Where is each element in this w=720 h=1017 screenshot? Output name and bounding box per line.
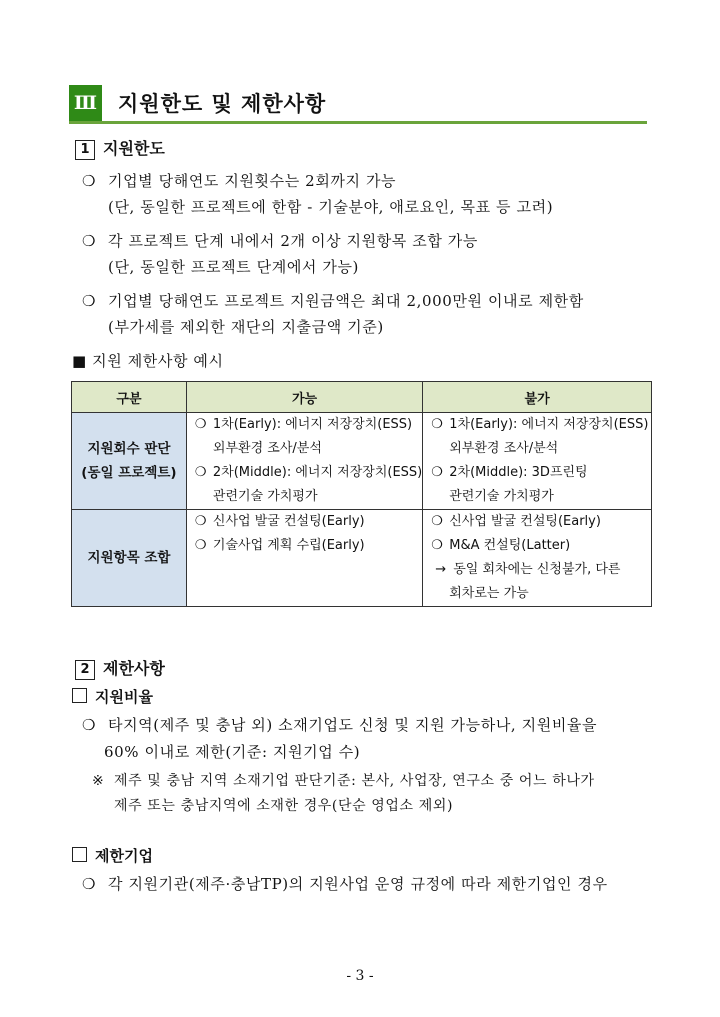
cell-item <box>187 534 422 558</box>
circle-bullet-icon: ❍ <box>82 716 97 734</box>
page-title: 지원한도 및 제한사항 <box>118 92 327 116</box>
cell-text: 외부환경 조사/분석 <box>449 441 559 456</box>
cell-text: 관련기술 가치평가 <box>449 489 554 504</box>
circle-bullet-icon: ❍ <box>194 538 207 553</box>
note-mark-icon: ※ <box>92 773 105 789</box>
circle-bullet-icon: ❍ <box>82 875 97 893</box>
circle-bullet-icon: ❍ <box>82 172 97 190</box>
table-header-row <box>72 382 652 413</box>
impossible-cell <box>423 510 652 607</box>
restricted-heading <box>72 845 153 866</box>
bullet-item <box>82 714 597 735</box>
circle-bullet-icon: ❍ <box>431 417 443 432</box>
circle-bullet-icon: ❍ <box>82 232 97 250</box>
ratio-title: 지원비율 <box>95 688 153 706</box>
bullet-text: 각 프로젝트 단계 내에서 2개 이상 지원항목 조합 가능 <box>108 232 478 250</box>
cell-text: 관련기술 가치평가 <box>212 489 318 504</box>
possible-cell <box>186 413 422 510</box>
section1-title: 지원한도 <box>103 139 165 158</box>
cell-text: 외부환경 조사/분석 <box>212 441 322 456</box>
bullet-item <box>82 873 608 894</box>
arrow-right-icon: → <box>435 562 447 577</box>
row-label <box>72 510 187 607</box>
col-header-possible: 가능 <box>186 382 422 413</box>
circle-bullet-icon: ❍ <box>431 465 443 480</box>
cell-text: 1차(Early): 에너지 저장장치(ESS) <box>212 417 413 432</box>
cell-item <box>423 437 651 461</box>
section-number-badge: Ⅲ <box>69 85 102 121</box>
row-label-line: 지원항목 조합 <box>87 550 171 566</box>
section2-heading <box>75 656 165 680</box>
example-label: ■ 지원 제한사항 예시 <box>72 352 224 370</box>
row-label-line: (동일 프로젝트) <box>81 465 177 481</box>
circle-bullet-icon: ❍ <box>194 514 207 529</box>
cell-text: 1차(Early): 에너지 저장장치(ESS) <box>449 417 649 432</box>
bullet-item <box>82 230 478 251</box>
cell-text: 2차(Middle): 에너지 저장장치(ESS) <box>212 465 423 480</box>
bullet-note: (단, 동일한 프로젝트에 한함 - 기술분야, 애로요인, 목표 등 고려) <box>108 198 554 216</box>
possible-cell <box>186 510 422 607</box>
note-line <box>92 770 595 790</box>
note-text: 제주 및 충남 지역 소재기업 판단기준: 본사, 사업장, 연구소 중 어느 하나가 <box>114 773 595 789</box>
table-row <box>72 510 652 607</box>
cell-item <box>423 485 651 509</box>
bullet-note: (단, 동일한 프로젝트 단계에서 가능) <box>108 258 360 276</box>
cell-item <box>423 534 651 558</box>
bullet-continuation: 60% 이내로 제한(기준: 지원기업 수) <box>104 743 361 761</box>
note-continuation: 제주 또는 충남지역에 소재한 경우(단순 영업소 제외) <box>114 798 454 814</box>
cell-text: 신사업 발굴 컨설팅(Early) <box>449 514 601 529</box>
cell-item <box>187 413 422 437</box>
bullet-text: 기업별 당해연도 지원횟수는 2회까지 가능 <box>108 172 397 190</box>
circle-bullet-icon: ❍ <box>82 292 97 310</box>
bullet-note: (부가세를 제외한 재단의 지출금액 기준) <box>108 318 384 336</box>
circle-bullet-icon: ❍ <box>194 465 207 480</box>
cell-text: M&A 컨설팅(Latter) <box>449 538 571 553</box>
title-underline <box>69 121 647 124</box>
cell-text: 기술사업 계획 수립(Early) <box>212 538 365 553</box>
section1-heading <box>75 136 165 160</box>
impossible-cell <box>423 413 652 510</box>
cell-text: 동일 회차에는 신청불가, 다른 <box>453 562 621 577</box>
bullet-text: 각 지원기관(제주·충남TP)의 지원사업 운영 규정에 따라 제한기업인 경우 <box>108 875 608 893</box>
col-header-impossible: 불가 <box>423 382 652 413</box>
circle-bullet-icon: ❍ <box>431 538 443 553</box>
cell-item <box>423 558 651 582</box>
cell-item <box>423 510 651 534</box>
cell-item <box>187 510 422 534</box>
cell-item <box>187 461 422 485</box>
cell-item <box>423 582 651 606</box>
page-number: - 3 - <box>346 968 374 984</box>
cell-item <box>187 437 422 461</box>
table-row <box>72 413 652 510</box>
ratio-heading <box>72 686 153 707</box>
circle-bullet-icon: ❍ <box>194 417 207 432</box>
bullet-item <box>82 170 396 191</box>
col-header-category: 구분 <box>72 382 187 413</box>
cell-item <box>187 485 422 509</box>
restriction-table <box>71 381 652 607</box>
cell-text: 신사업 발굴 컨설팅(Early) <box>212 514 365 529</box>
section2-number: 2 <box>75 660 95 680</box>
square-bullet-icon <box>72 847 87 862</box>
bullet-text: 타지역(제주 및 충남 외) 소재기업도 신청 및 지원 가능하나, 지원비율을 <box>108 716 598 734</box>
square-bullet-icon <box>72 688 87 703</box>
circle-bullet-icon: ❍ <box>431 514 443 529</box>
cell-item <box>423 413 651 437</box>
bullet-text: 기업별 당해연도 프로젝트 지원금액은 최대 2,000만원 이내로 제한함 <box>108 292 584 310</box>
section2-title: 제한사항 <box>103 659 165 678</box>
restricted-title: 제한기업 <box>95 847 153 865</box>
cell-text: 2차(Middle): 3D프린팅 <box>449 465 588 480</box>
cell-item <box>423 461 651 485</box>
cell-text: 회차로는 가능 <box>449 586 529 601</box>
bullet-item <box>82 290 584 311</box>
row-label-line: 지원회수 판단 <box>87 441 171 457</box>
section1-number: 1 <box>75 140 95 160</box>
row-label <box>72 413 187 510</box>
